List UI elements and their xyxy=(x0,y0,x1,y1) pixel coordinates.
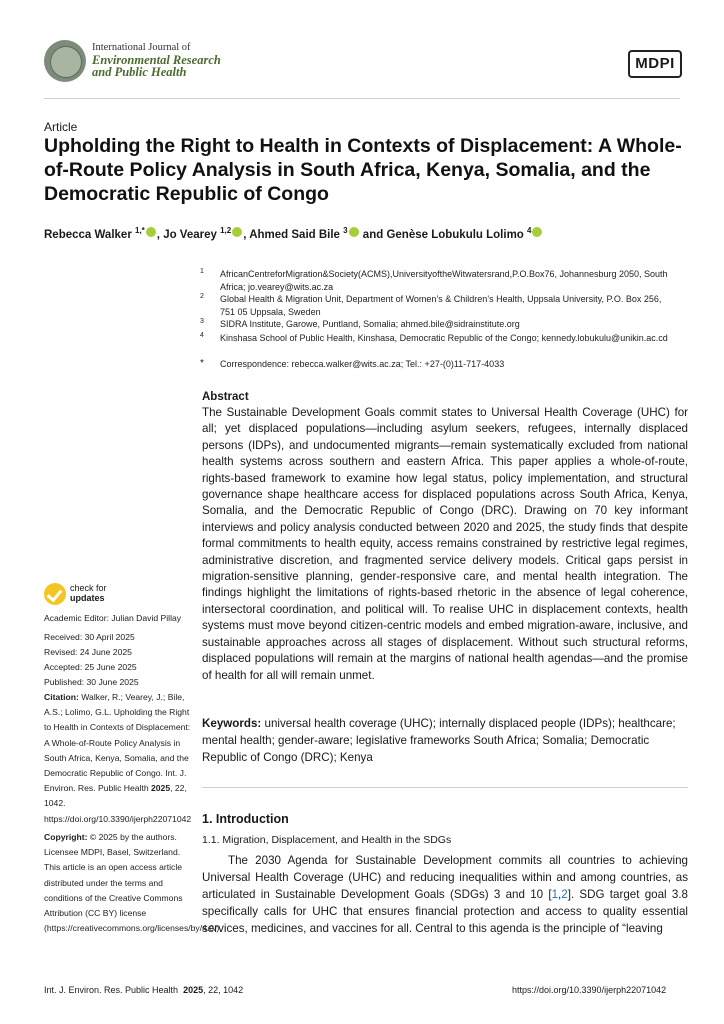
author-name: Genèse Lobukulu Lolimo xyxy=(386,228,524,241)
abstract-heading: Abstract xyxy=(202,391,249,403)
author-list xyxy=(44,226,543,241)
orcid-icon[interactable] xyxy=(349,227,359,237)
revised-date: Revised: 24 June 2025 xyxy=(44,647,132,657)
affiliation-text: SIDRA Institute, Garowe, Puntland, Somalia; ahmed.bile@sidrainstitute.org xyxy=(220,319,520,329)
author-separator: and xyxy=(359,228,387,241)
intro-text: The 2030 Agenda for Sustainable Development commits all countries to achieving Universal Health Coverage (UHC) and reducing inequalities within and among countries, as articulated in Sustainable Development Goals (SDGs) 3 and 10 [ xyxy=(202,854,688,901)
affiliation-number: 1 xyxy=(200,268,204,275)
author-affil-sup: 1,2 xyxy=(220,226,232,235)
affiliation-number: 2 xyxy=(200,293,204,300)
affiliation-text: Kinshasa School of Public Health, Kinshasa, Democratic Republic of the Congo; kennedy.lobukulu@unikin.ac.cd xyxy=(220,333,668,343)
orcid-icon[interactable] xyxy=(232,227,242,237)
check-updates-line1: check for xyxy=(70,583,107,593)
intro-paragraph xyxy=(202,852,688,937)
author-separator: , xyxy=(243,228,250,241)
author-name: Jo Vearey xyxy=(163,228,217,241)
citation-year: 2025 xyxy=(151,783,171,794)
mdpi-logo[interactable]: MDPI xyxy=(628,50,682,78)
citation-rest[interactable]: , 22, 1042. https://doi.org/10.3390/ijerph22071042 xyxy=(44,783,192,824)
copyright-text: © 2025 by the authors. Licensee MDPI, Basel, Switzerland. This article is an open access article distributed under the terms and conditions of the Creative Commons Attribution (CC BY) license (https://creativecommons.org/licenses/by/4.0/). xyxy=(44,832,222,934)
author-affil-sup: 1,* xyxy=(135,226,145,235)
affiliation-text: Global Health & Migration Unit, Department of Women’s & Children’s Health, Uppsala University, P.O. Box 256, 751 05 Uppsala, Sweden xyxy=(220,294,662,317)
footer-journal: Int. J. Environ. Res. Public Health xyxy=(44,985,179,995)
header-divider xyxy=(44,98,680,99)
published-date: Published: 30 June 2025 xyxy=(44,677,139,687)
footer-year: 2025 xyxy=(183,985,204,995)
footer-doi-link[interactable]: https://doi.org/10.3390/ijerph22071042 xyxy=(512,985,667,995)
abstract-text: The Sustainable Development Goals commit states to Universal Health Coverage (UHC) for all; yet displaced populations—including asylum seekers, refugees, internally displaced persons (IDPs), and undocumented migrants—remain systematically excluded from national health systems across southern and eastern Africa. This paper applies a whole-of-route, rights-based framework to examine how legal status, policy implementation, and structural governance shape healthcare access for displaced populations across South Africa, Kenya, Somalia, and the Democratic Republic of Congo (DRC). Drawing on 70 key informant interviews and policy analysis conducted between 2020 and 2025, the study finds that despite formal commitments to health equity, access remains constrained by restrictive legal regimes, administrative discretion, and fragmented service delivery models. Critical gaps persist in migration-sensitive planning, gender-responsive care, and mental health integration. The findings highlight the limitations of rights-based rhetoric in the absence of legal coherence, intersectoral coordination, and political will. To realise UHC in displacement contexts, health systems must move beyond citizen-centric models and embed migration-aware, inclusive, and sustainable approaches across all stages of displacement. Without such structural reforms, displaced populations will remain at the margins of national health agendas—and the promise of health for all will remain unmet. xyxy=(202,406,688,682)
author-separator: , xyxy=(156,228,164,241)
keywords-text: universal health coverage (UHC); internally displaced people (IDPs); healthcare; mental health; gender-aware; legislative frameworks South Africa; Somalia; Democratic Republic of Congo (DRC); Kenya xyxy=(202,717,676,764)
citation-link[interactable]: 2 xyxy=(561,888,568,901)
citation-link[interactable]: 1 xyxy=(551,888,559,901)
article-type: Article xyxy=(44,120,78,134)
orcid-icon[interactable] xyxy=(532,227,542,237)
affiliation-number: * xyxy=(200,358,204,369)
check-updates-line2: updates xyxy=(70,593,105,603)
orcid-icon[interactable] xyxy=(146,227,156,237)
author-affil-sup: 3 xyxy=(343,226,348,235)
affiliation-number: 4 xyxy=(200,332,204,339)
journal-name-line2: Environmental Research xyxy=(92,53,221,67)
footer-volume: , 22, 1042 xyxy=(203,985,244,995)
subsection-heading: 1.1. Migration, Displacement, and Health in the SDGs xyxy=(202,834,452,846)
journal-name-line1: International Journal of xyxy=(92,42,191,53)
author-name: Ahmed Said Bile xyxy=(249,228,340,241)
journal-name xyxy=(92,42,221,78)
citation-text: Walker, R.; Vearey, J.; Bile, A.S.; Lolimo, G.L. Upholding the Right to Health in Contexts of Displacement: A Whole-of-Route Policy Analysis in South Africa, Kenya, Somalia, and the Democratic Republic of Congo. Int. J. Environ. Res. Public Health xyxy=(44,692,191,794)
citation-block xyxy=(44,690,192,827)
citation-label: Citation: xyxy=(44,692,79,702)
intro-text: ]. SDG target goal 3.8 specifically calls for UHC that ensures financial protection and access to quality essential services, medicines, and vaccines for all. Central to this agenda is the principle of “leaving xyxy=(202,888,688,935)
citation-separator: , xyxy=(558,888,562,901)
author-name: Rebecca Walker xyxy=(44,228,132,241)
section-divider xyxy=(202,787,688,788)
author-affil-sup: 4 xyxy=(527,226,532,235)
journal-name-line3: and Public Health xyxy=(92,65,187,79)
keywords xyxy=(202,715,690,766)
section-heading: 1. Introduction xyxy=(202,812,289,826)
affiliation-number: 3 xyxy=(200,318,204,325)
journal-logo xyxy=(44,40,86,82)
checkmark-icon xyxy=(44,583,66,605)
check-updates-text xyxy=(70,583,107,603)
globe-icon xyxy=(50,46,82,78)
affiliation-text: Correspondence: rebecca.walker@wits.ac.za; Tel.: +27-(0)11-717-4033 xyxy=(220,359,505,369)
copyright-label: Copyright: xyxy=(44,832,88,842)
academic-editor: Academic Editor: Julian David Pillay xyxy=(44,613,182,623)
received-date: Received: 30 April 2025 xyxy=(44,632,135,642)
footer-citation xyxy=(44,985,243,995)
keywords-label: Keywords: xyxy=(202,717,262,730)
copyright-block xyxy=(44,830,222,936)
affiliation-text: AfricanCentreforMigration&Society(ACMS),UniversityoftheWitwatersrand,P.O.Box76, Johannesburg 2050, South Africa; jo.vearey@wits.ac.za xyxy=(220,269,668,292)
article-title: Upholding the Right to Health in Contexts of Displacement: A Whole-of-Route Policy Analysis in South Africa, Kenya, Somalia, and the Democratic Republic of Congo xyxy=(44,135,682,205)
accepted-date: Accepted: 25 June 2025 xyxy=(44,662,137,672)
